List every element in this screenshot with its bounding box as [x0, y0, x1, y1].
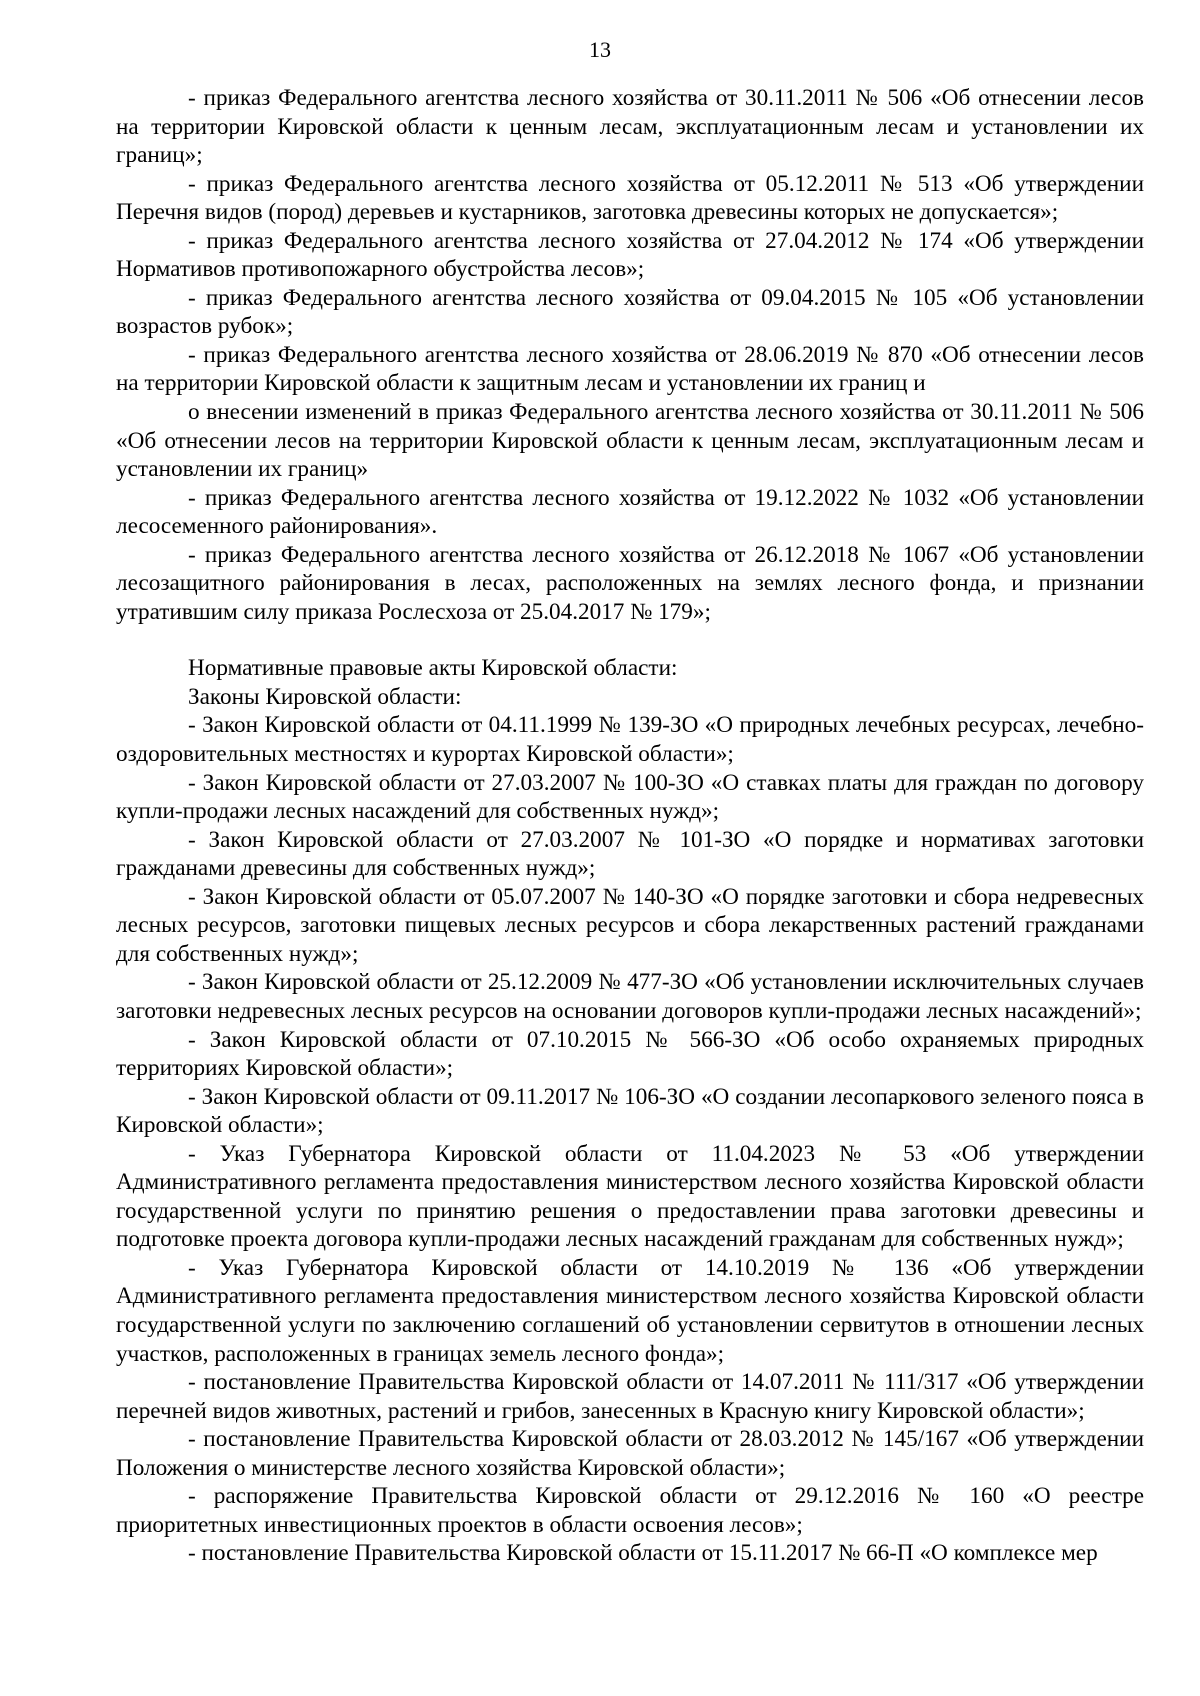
document-body — [116, 84, 1144, 1568]
list-item: - постановление Правительства Кировской области от 15.11.2017 № 66-П «О комплексе мер — [188, 1540, 1098, 1567]
list-item: - Закон Кировской области от 05.07.2007 № 140-ЗО «О порядке заготовки и сбора недревесных лесных ресурсов, заготовки пищевых лесных ресурсов и сбора лекарственных растений гражданами для собственных нужд»; — [116, 883, 1144, 967]
list-item: - Закон Кировской области от 25.12.2009 № 477-ЗО «Об установлении исключительных случаев заготовки недревесных лесных ресурсов на основании договоров купли-продажи лесных насаждений»; — [116, 969, 1144, 1024]
list-item: - Указ Губернатора Кировской области от 11.04.2023 № 53 «Об утверждении Административного регламента предоставления министерством лесного хозяйства Кировской области государственной услуги по принятию решения о предоставлении права заготовки древесины и подготовке проекта договора купли-продажи лесных насаждений гражданам для собственных нужд»; — [116, 1140, 1144, 1253]
list-item: - приказ Федерального агентства лесного хозяйства от 09.04.2015 № 105 «Об установлении возрастов рубок»; — [116, 284, 1144, 340]
list-item: - Указ Губернатора Кировской области от 14.10.2019 № 136 «Об утверждении Административного регламента предоставления министерством лесного хозяйства Кировской области государственной услуги по заключению соглашений об установлении сервитутов в отношении лесных участков, расположенных в границах земель лесного фонда»; — [116, 1254, 1144, 1367]
list-item: - распоряжение Правительства Кировской области от 29.12.2016 № 160 «О реестре приоритетных инвестиционных проектов в области освоения лесов»; — [116, 1483, 1144, 1538]
list-item: - Закон Кировской области от 07.10.2015 № 566-ЗО «Об особо охраняемых природных территориях Кировской области»; — [116, 1026, 1144, 1082]
list-item: - приказ Федерального агентства лесного хозяйства от 05.12.2011 № 513 «Об утверждении Перечня видов (пород) деревьев и кустарников, заготовка древесины которых не допускается»; — [116, 170, 1144, 226]
list-item: - приказ Федерального агентства лесного хозяйства от 30.11.2011 № 506 «Об отнесении лесов на территории Кировской области к ценным лесам, эксплуатационным лесам и установлении их границ»; — [116, 85, 1144, 169]
list-item: - приказ Федерального агентства лесного хозяйства от 27.04.2012 № 174 «Об утверждении Нормативов противопожарного обустройства лесов»; — [116, 227, 1144, 283]
list-item: - постановление Правительства Кировской области от 14.07.2011 № 111/317 «Об утверждении перечней видов животных, растений и грибов, занесенных в Красную книгу Кировской области»; — [116, 1369, 1144, 1424]
list-item: - постановление Правительства Кировской области от 28.03.2012 № 145/167 «Об утверждении Положения о министерстве лесного хозяйства Кировской области»; — [116, 1426, 1144, 1481]
list-item: - приказ Федерального агентства лесного хозяйства от 28.06.2019 № 870 «Об отнесении лесов на территории Кировской области к защитным лесам и установлении их границ и — [116, 341, 1144, 397]
list-item: - приказ Федерального агентства лесного хозяйства от 19.12.2022 № 1032 «Об установлении лесосеменного районирования». — [116, 484, 1144, 540]
page-number: 13 — [589, 37, 611, 62]
section-heading: Нормативные правовые акты Кировской области: — [188, 655, 678, 682]
list-item: - Закон Кировской области от 04.11.1999 № 139-ЗО «О природных лечебных ресурсах, лечебно-оздоровительных местностях и курортах Кировской области»; — [116, 712, 1144, 768]
subsection-heading: Законы Кировской области: — [188, 683, 462, 710]
list-item: - Закон Кировской области от 27.03.2007 № 100-ЗО «О ставках платы для граждан по договору купли-продажи лесных насаждений для собственных нужд»; — [116, 769, 1144, 825]
list-item: о внесении изменений в приказ Федерального агентства лесного хозяйства от 30.11.2011 № 506 «Об отнесении лесов на территории Кировской области к ценным лесам, эксплуатационным лесам и установлении их границ» — [116, 399, 1144, 483]
list-item: - Закон Кировской области от 27.03.2007 № 101-ЗО «О порядке и нормативах заготовки гражданами древесины для собственных нужд»; — [116, 826, 1144, 882]
list-item: - приказ Федерального агентства лесного хозяйства от 26.12.2018 № 1067 «Об установлении лесозащитного районирования в лесах, расположенных на землях лесного фонда, и признании утратившим силу приказа Рослесхоза от 25.04.2017 № 179»; — [116, 541, 1144, 625]
list-item: - Закон Кировской области от 09.11.2017 № 106-ЗО «О создании лесопаркового зеленого пояса в Кировской области»; — [116, 1083, 1144, 1139]
